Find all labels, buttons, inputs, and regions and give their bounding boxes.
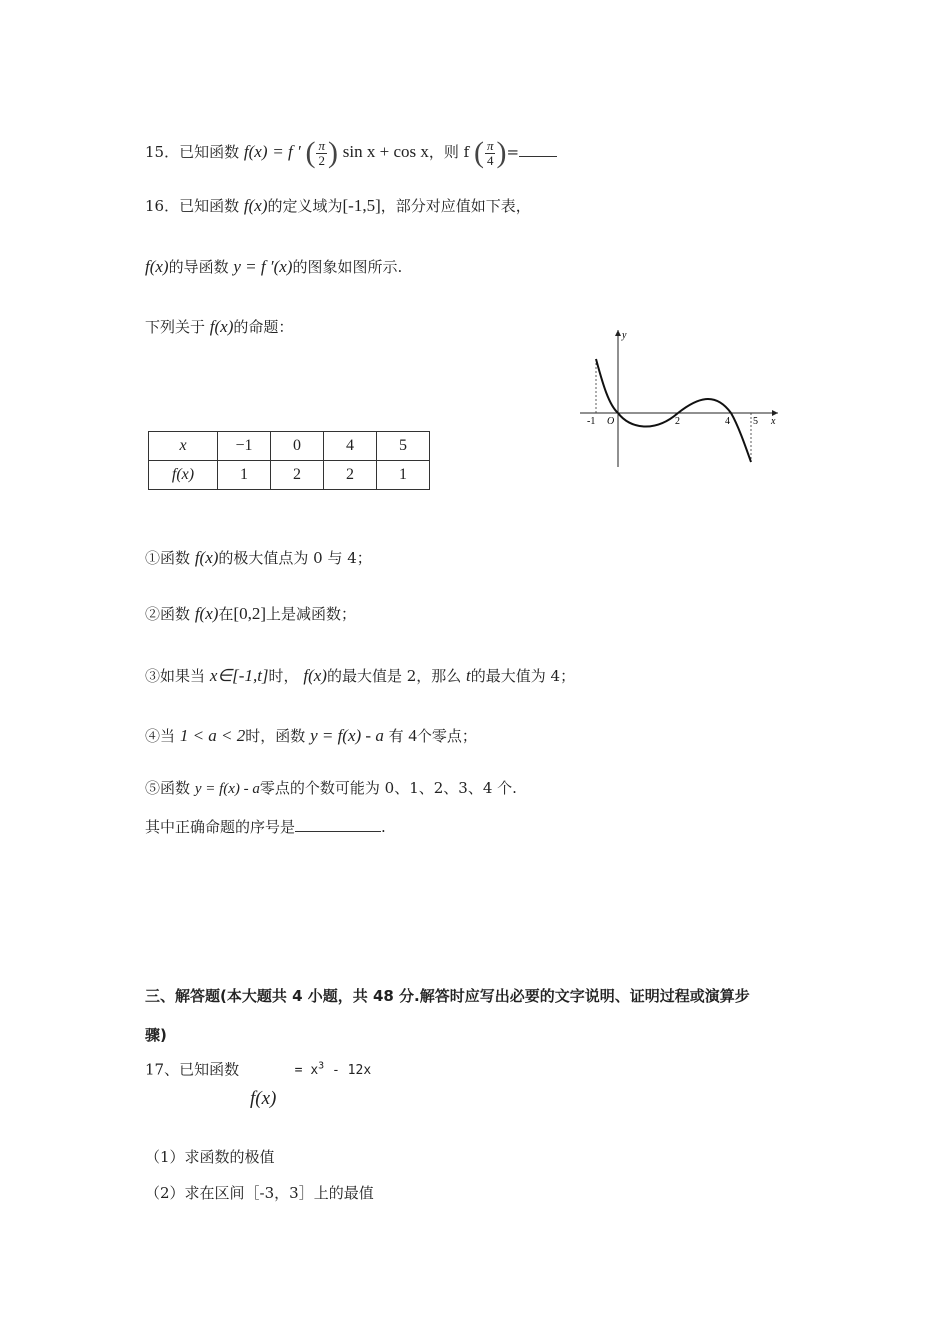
- table-row-fx: [149, 461, 430, 490]
- y-axis-label: y: [622, 330, 627, 341]
- q15-frac-pi-2: $\frac{\pi}{2}$: [318, 137, 325, 168]
- section3-title: 三、解答题(本大题共 4 小题，共 48 分.解答时应写出必要的文字说明、证明过程或演算步: [145, 987, 750, 1005]
- value-table: [148, 431, 430, 490]
- tick-label: 4: [725, 416, 730, 427]
- y-axis-arrow: [615, 330, 621, 336]
- q16-line3: [145, 316, 293, 338]
- table-cell: 4: [324, 432, 377, 461]
- q17-part1: （1）求函数的极值: [145, 1148, 275, 1166]
- derivative-graph: [575, 325, 785, 475]
- q16-line2-y: y = f ′(x): [233, 257, 293, 276]
- q16-answer-line: 其中正确命题的序号是 .: [145, 818, 386, 836]
- table-cell: −1: [218, 432, 271, 461]
- q17-formula: = $x^3 - 12x$: [294, 1061, 372, 1079]
- table-cell: 2: [271, 461, 324, 490]
- q16-answer-blank[interactable]: [295, 831, 381, 832]
- q16-prefix: 已知函数: [179, 197, 240, 215]
- q15-fx: f(x): [243, 142, 268, 161]
- q15-line: 15．已知函数 f(x) = f ′ ( $\frac{\pi}{2}$ ) sin x + cos x，则 f ( $\frac{\pi}{4}$ )=: [145, 138, 557, 168]
- q15-eq2: =: [506, 143, 520, 161]
- q16-line2-mid: 的导函数: [168, 258, 229, 276]
- q16-line2: [145, 256, 402, 278]
- q15-rest: sin x + cos x: [342, 142, 429, 161]
- table-cell: 1: [218, 461, 271, 490]
- q16-line3-suffix: 的命题：: [233, 318, 294, 336]
- q16-line2-suffix: 的图象如图所示.: [292, 258, 403, 276]
- table-cell: 0: [271, 432, 324, 461]
- option-5: ⑤函数 y = f(x) - a零点的个数可能为 0、1、2、3、4 个.: [145, 779, 517, 797]
- tick-label: -1: [587, 416, 596, 427]
- q16-suffix: ，部分对应值如下表，: [380, 197, 531, 215]
- table-cell: 5: [377, 432, 430, 461]
- table-header-fx: f(x): [149, 461, 218, 490]
- q15-eq: = f ′: [272, 142, 301, 161]
- x-axis-label: x: [771, 416, 776, 427]
- option-4: ④当 1 < a < 2时，函数 y = f(x) - a 有 4个零点；: [145, 726, 477, 745]
- q16-domain-text: 的定义域为: [267, 197, 343, 215]
- origin-label: O: [607, 416, 615, 427]
- q16-domain: [-1,5]: [342, 196, 381, 215]
- derivative-curve: [596, 359, 751, 462]
- table-cell: 2: [324, 461, 377, 490]
- table-cell: 1: [377, 461, 430, 490]
- q16-number: 16．: [145, 197, 180, 215]
- q15-answer-blank[interactable]: [519, 156, 557, 157]
- table-row-x: [149, 432, 430, 461]
- q17-fx: f(x): [250, 1088, 277, 1109]
- q15-frac-pi-4: $\frac{\pi}{4}$: [486, 137, 494, 168]
- q16-line3-fx: f(x): [209, 317, 234, 336]
- table-header-x: x: [149, 432, 218, 461]
- q16-line3-prefix: 下列关于: [145, 318, 206, 336]
- option-1: ①函数 f(x)的极大值点为 0 与 4；: [145, 548, 372, 567]
- option-2: ②函数 f(x)在[0,2]上是减函数；: [145, 604, 357, 623]
- q17-line: 17、已知函数 = $x^3 - 12x$: [145, 1060, 372, 1079]
- section3-title-cont: 骤): [145, 1026, 167, 1044]
- option-3: ③如果当 x∈[-1,t]时， f(x)的最大值是 2，那么 t的最大值为 4；: [145, 666, 576, 685]
- tick-label: 5: [753, 416, 758, 427]
- q16-line1: [145, 195, 531, 217]
- q15-prefix: 已知函数: [179, 143, 240, 161]
- q16-line2-fx: f(x): [145, 257, 169, 276]
- q16-fx: f(x): [243, 196, 268, 215]
- tick-label: 2: [675, 416, 680, 427]
- q15-then: ，则 f: [428, 143, 470, 161]
- q15-number: 15．: [145, 143, 180, 161]
- q17-part2: （2）求在区间［-3，3］上的最值: [145, 1184, 374, 1202]
